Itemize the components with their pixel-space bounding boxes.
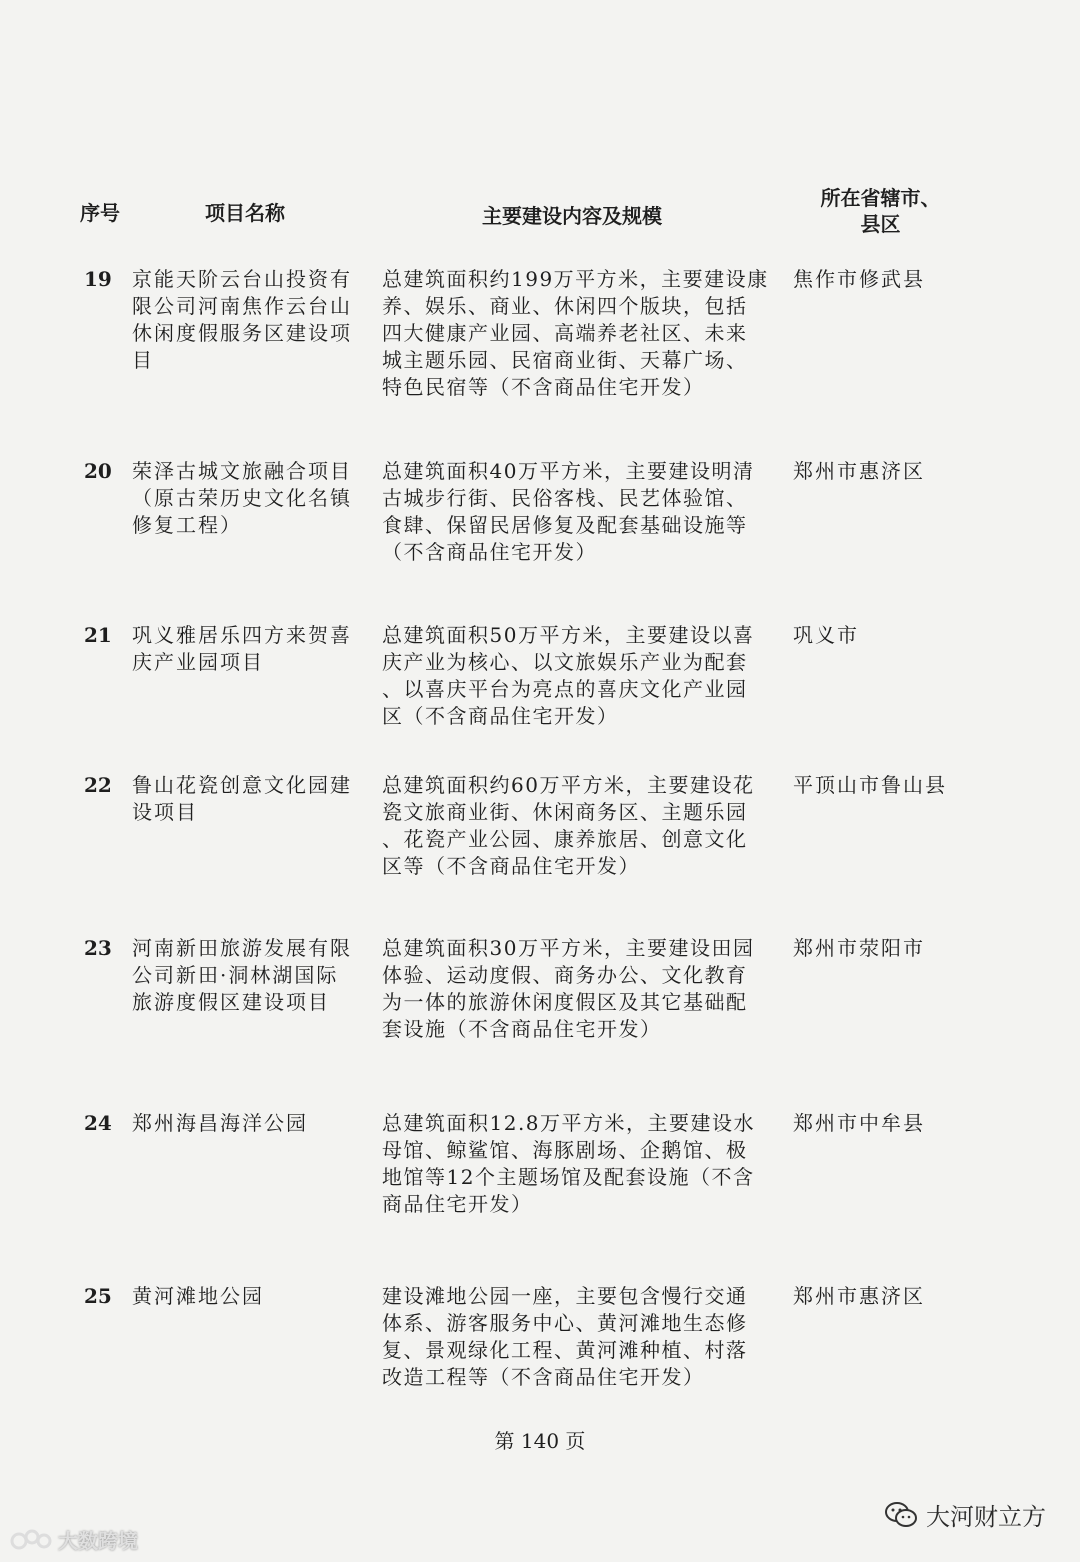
header-location-line2: 县区: [860, 212, 901, 236]
project-name: [132, 458, 368, 539]
content-line: 为一体的旅游休闲度假区及其它基础配: [382, 990, 748, 1014]
content-line: 改造工程等（不含商品住宅开发）: [382, 1365, 705, 1389]
content-line: 地馆等12个主题场馆及配套设施（不含: [382, 1165, 755, 1189]
project-content: [382, 772, 777, 880]
content-line: （不含商品住宅开发）: [382, 540, 597, 564]
name-line: 河南新田旅游发展有限: [132, 936, 352, 960]
name-line: 郑州海昌海洋公园: [132, 1111, 308, 1135]
content-line: 总建筑面积约60万平方米，主要建设花: [382, 773, 755, 797]
row-number: 24: [84, 1111, 112, 1135]
content-line: 套设施（不含商品住宅开发）: [382, 1017, 662, 1041]
name-line: 目: [132, 348, 154, 372]
row-number: 21: [84, 623, 112, 647]
project-location: 郑州市中牟县: [793, 1111, 925, 1135]
name-line: 庆产业园项目: [132, 650, 264, 674]
row-number: 20: [84, 459, 112, 483]
project-content: [382, 622, 777, 730]
row-number: 22: [84, 773, 112, 797]
row-number: 23: [84, 936, 112, 960]
project-content: [382, 1283, 777, 1391]
project-content: [382, 1110, 777, 1218]
header-content: 主要建设内容及规模: [482, 204, 662, 228]
content-line: 总建筑面积12.8万平方米，主要建设水: [382, 1111, 756, 1135]
project-name: [132, 772, 368, 826]
project-name: [132, 935, 368, 1016]
content-line: 养、娱乐、商业、休闲四个版块，包括: [382, 294, 748, 318]
watermark-right: [884, 1497, 1046, 1532]
name-line: 京能天阶云台山投资有: [132, 267, 352, 291]
project-name: [132, 1283, 368, 1310]
content-line: 总建筑面积约199万平方米，主要建设康: [382, 267, 769, 291]
page-number: 第 140 页: [494, 1429, 586, 1453]
row-number: 25: [84, 1284, 112, 1308]
header-no: 序号: [80, 201, 120, 225]
watermark-right-text: 大河财立方: [926, 1503, 1046, 1531]
project-location: 平顶山市鲁山县: [793, 773, 947, 797]
name-line: 公司新田·洞林湖国际: [132, 963, 339, 987]
content-line: 、花瓷产业公园、康养旅居、创意文化: [382, 827, 748, 851]
name-line: 设项目: [132, 800, 198, 824]
header-location: [808, 185, 953, 237]
content-line: 总建筑面积30万平方米，主要建设田园: [382, 936, 755, 960]
content-line: 古城步行街、民俗客栈、民艺体验馆、: [382, 486, 748, 510]
header-location-line1: 所在省辖市、: [820, 186, 941, 210]
project-name: [132, 1110, 368, 1137]
content-line: 庆产业为核心、以文旅娱乐产业为配套: [382, 650, 748, 674]
project-location: 郑州市荥阳市: [793, 936, 925, 960]
name-line: （原古荣历史文化名镇: [132, 486, 352, 510]
content-line: 区（不含商品住宅开发）: [382, 704, 619, 728]
name-line: 休闲度假服务区建设项: [132, 321, 352, 345]
watermark-left: [10, 1525, 138, 1554]
project-content: [382, 458, 777, 566]
content-line: 四大健康产业园、高端养老社区、未来: [382, 321, 748, 345]
content-line: 复、景观绿化工程、黄河滩种植、村落: [382, 1338, 748, 1362]
name-line: 鲁山花瓷创意文化园建: [132, 773, 352, 797]
content-line: 建设滩地公园一座，主要包含慢行交通: [382, 1284, 748, 1308]
content-line: 体系、游客服务中心、黄河滩地生态修: [382, 1311, 748, 1335]
content-line: 总建筑面积40万平方米，主要建设明清: [382, 459, 755, 483]
content-line: 商品住宅开发）: [382, 1192, 533, 1216]
project-location: 郑州市惠济区: [793, 459, 925, 483]
content-line: 、以喜庆平台为亮点的喜庆文化产业园: [382, 677, 748, 701]
content-line: 母馆、鲸鲨馆、海豚剧场、企鹅馆、极: [382, 1138, 748, 1162]
project-location: 焦作市修武县: [793, 267, 925, 291]
project-content: [382, 266, 777, 401]
name-line: 巩义雅居乐四方来贺喜: [132, 623, 352, 647]
content-line: 城主题乐园、民宿商业街、天幕广场、: [382, 348, 748, 372]
content-line: 特色民宿等（不含商品住宅开发）: [382, 375, 705, 399]
content-line: 瓷文旅商业街、休闲商务区、主题乐园: [382, 800, 748, 824]
name-line: 限公司河南焦作云台山: [132, 294, 352, 318]
watermark-left-text: 大数跨境: [58, 1529, 138, 1553]
content-line: 体验、运动度假、商务办公、文化教育: [382, 963, 748, 987]
project-location: 郑州市惠济区: [793, 1284, 925, 1308]
name-line: 旅游度假区建设项目: [132, 990, 330, 1014]
header-name: 项目名称: [205, 201, 285, 225]
project-name: [132, 622, 368, 676]
project-content: [382, 935, 777, 1043]
wechat-icon: [884, 1500, 918, 1530]
name-line: 修复工程）: [132, 513, 242, 537]
content-line: 总建筑面积50万平方米，主要建设以喜: [382, 623, 755, 647]
brand-logo-icon: [10, 1527, 54, 1553]
project-location: 巩义市: [793, 623, 859, 647]
content-line: 区等（不含商品住宅开发）: [382, 854, 640, 878]
name-line: 黄河滩地公园: [132, 1284, 264, 1308]
project-name: [132, 266, 368, 374]
name-line: 荣泽古城文旅融合项目: [132, 459, 352, 483]
row-number: 19: [84, 267, 112, 291]
content-line: 食肆、保留民居修复及配套基础设施等: [382, 513, 748, 537]
